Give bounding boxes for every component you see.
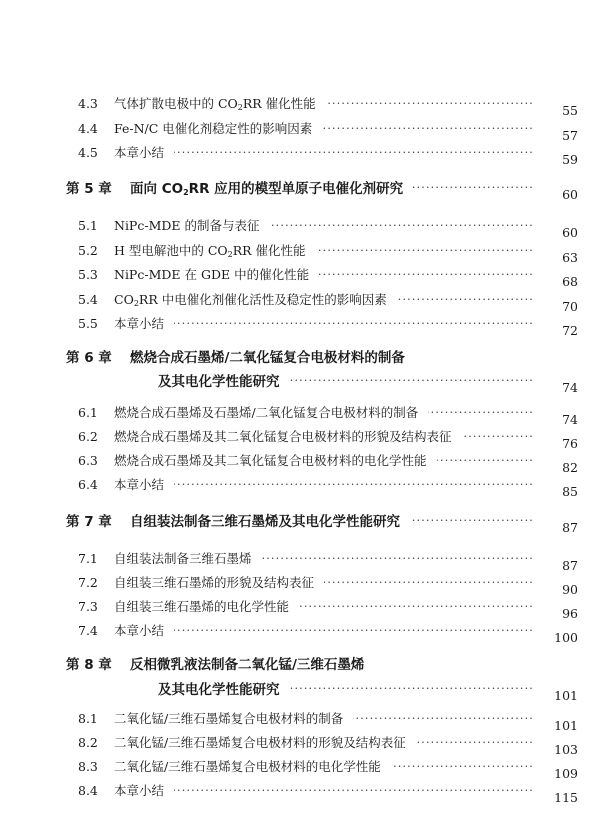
entry-title-text: 燃烧合成石墨烯及其二氧化锰复合电极材料的形貌及结构表征 [114, 429, 452, 444]
page-number: 115 [554, 790, 578, 805]
section-number: 5.2 [78, 242, 98, 258]
chapter-number: 第 6 章 [66, 350, 112, 366]
page-number: 70 [562, 299, 578, 314]
page-number: 72 [562, 323, 578, 338]
entry-title [114, 427, 452, 445]
entry-title-text: 面向 CO [130, 181, 184, 197]
entry-title [114, 241, 306, 259]
dot-leader [174, 619, 534, 641]
dot-leader [290, 677, 535, 699]
section-number: 6.4 [78, 476, 98, 492]
entry-title-text: 本章小结 [114, 623, 165, 638]
page-number: 82 [562, 460, 578, 475]
toc-section-entry[interactable] [0, 619, 614, 645]
page-number: 74 [562, 412, 578, 427]
entry-title-text: 燃烧合成石墨烯及石墨烯/二氧化锰复合电极材料的制备 [114, 405, 419, 420]
section-number: 7.2 [78, 574, 98, 590]
entry-title-text: 本章小结 [114, 316, 165, 331]
toc-section-entry[interactable] [0, 755, 614, 781]
entry-title [130, 177, 403, 197]
page-number: 76 [562, 436, 578, 451]
toc-section-entry[interactable] [0, 731, 614, 757]
entry-title [130, 653, 364, 673]
entry-title [114, 143, 164, 161]
entry-title [114, 119, 312, 137]
entry-title [114, 94, 316, 112]
section-number: 4.5 [78, 144, 98, 160]
dot-leader [353, 707, 534, 729]
chapter-number: 第 5 章 [66, 181, 112, 197]
toc-section-entry[interactable] [0, 571, 614, 597]
entry-title-text: 气体扩散电极中的 CO [114, 96, 238, 111]
entry-title [114, 265, 309, 283]
section-number: 8.2 [78, 734, 98, 750]
subscript: 2 [237, 103, 243, 112]
section-number: 6.2 [78, 428, 98, 444]
section-number: 6.3 [78, 452, 98, 468]
entry-title-text: H 型电解池中的 CO [114, 243, 228, 258]
dot-leader [322, 117, 534, 139]
dot-leader [316, 239, 534, 261]
entry-title [114, 621, 164, 639]
section-number: 7.4 [78, 622, 98, 638]
dot-leader [299, 595, 534, 617]
section-number: 8.1 [78, 710, 98, 726]
page-number: 100 [554, 630, 578, 645]
entry-title-text-cont: RR 催化性能 [232, 243, 306, 258]
entry-title [158, 678, 280, 698]
entry-title-text: 自组装三维石墨烯的电化学性能 [114, 599, 290, 614]
dot-leader [319, 263, 534, 285]
dot-leader [410, 509, 534, 531]
section-number: 5.5 [78, 315, 98, 331]
toc-section-entry[interactable] [0, 707, 614, 733]
entry-title-text-cont: RR 应用的模型单原子电催化剂研究 [188, 181, 404, 197]
page-number: 60 [562, 187, 578, 202]
toc-section-entry[interactable] [0, 117, 614, 143]
page-number: 87 [562, 520, 578, 535]
entry-title [114, 709, 343, 727]
section-number: 7.3 [78, 598, 98, 614]
entry-title [114, 549, 252, 567]
entry-title-text: 自组装三维石墨烯的形貌及结构表征 [114, 575, 315, 590]
chapter-number: 第 7 章 [66, 514, 112, 530]
entry-title-text: 本章小结 [114, 145, 165, 160]
entry-title [114, 597, 289, 615]
entry-title-text: NiPc-MDE 的制备与表征 [114, 218, 260, 233]
section-number: 5.1 [78, 217, 98, 233]
entry-title [114, 733, 406, 751]
entry-title [130, 510, 400, 530]
subscript: 2 [183, 188, 189, 197]
entry-title [158, 370, 280, 390]
section-number: 4.4 [78, 120, 98, 136]
page-number: 59 [562, 152, 578, 167]
dot-leader [270, 214, 535, 236]
entry-title [114, 475, 164, 493]
entry-title-text: 及其电化学性能研究 [158, 374, 280, 390]
entry-title-text: 二氧化锰/三维石墨烯复合电极材料的制备 [114, 711, 344, 726]
entry-title [130, 346, 405, 366]
toc-chapter-entry[interactable] [0, 345, 614, 367]
page-number: 90 [562, 582, 578, 597]
page-number: 101 [554, 688, 578, 703]
entry-title-text: 反相微乳液法制备二氧化锰/三维石墨烯 [130, 657, 365, 673]
toc-chapter-entry[interactable] [0, 176, 614, 202]
subscript: 2 [227, 250, 233, 259]
toc-section-entry[interactable] [0, 547, 614, 573]
toc-chapter-entry[interactable] [0, 652, 614, 674]
dot-leader [413, 176, 534, 198]
dot-leader [326, 92, 534, 114]
entry-title-text: 自组装法制备三维石墨烯 [114, 551, 252, 566]
toc-section-entry[interactable] [0, 779, 614, 805]
page-number: 55 [562, 103, 578, 118]
entry-title-text: 本章小结 [114, 477, 165, 492]
toc-section-entry[interactable] [0, 214, 614, 240]
section-number: 7.1 [78, 550, 98, 566]
entry-title [114, 216, 260, 234]
dot-leader [324, 571, 534, 593]
dot-leader [391, 755, 534, 777]
toc-section-entry[interactable] [0, 141, 614, 167]
section-number: 5.3 [78, 266, 98, 282]
toc-section-entry[interactable] [0, 401, 614, 427]
dot-leader [462, 425, 534, 447]
entry-title-text: 二氧化锰/三维石墨烯复合电极材料的电化学性能 [114, 759, 381, 774]
section-number: 8.4 [78, 782, 98, 798]
dot-leader [174, 312, 534, 334]
entry-title-text: 燃烧合成石墨烯及其二氧化锰复合电极材料的电化学性能 [114, 453, 427, 468]
page-number: 63 [562, 250, 578, 265]
entry-title-text: NiPc-MDE 在 GDE 中的催化性能 [114, 267, 310, 282]
toc-section-entry[interactable] [0, 92, 614, 118]
toc-section-entry[interactable] [0, 449, 614, 475]
entry-title-text: 燃烧合成石墨烯/二氧化锰复合电极材料的制备 [130, 350, 405, 366]
page-number: 68 [562, 274, 578, 289]
toc-chapter-entry[interactable] [0, 509, 614, 535]
entry-title-text: Fe-N/C 电催化剂稳定性的影响因素 [114, 121, 313, 136]
page-number: 57 [562, 128, 578, 143]
dot-leader [262, 547, 534, 569]
entry-title [114, 290, 387, 308]
page-number: 109 [554, 766, 578, 781]
section-number: 5.4 [78, 291, 98, 307]
toc-section-entry[interactable] [0, 263, 614, 289]
page-number: 103 [554, 742, 578, 757]
page-number: 85 [562, 484, 578, 499]
dot-leader [174, 141, 534, 163]
toc-chapter-entry[interactable] [0, 369, 614, 395]
dot-leader [174, 779, 534, 801]
entry-title-text: 自组装法制备三维石墨烯及其电化学性能研究 [130, 514, 400, 530]
section-number: 4.3 [78, 95, 98, 111]
toc-section-entry[interactable] [0, 473, 614, 499]
chapter-number: 第 8 章 [66, 657, 112, 673]
dot-leader [428, 401, 534, 423]
dot-leader [174, 473, 534, 495]
entry-title-text-cont: RR 催化性能 [242, 96, 316, 111]
entry-title-text: 本章小结 [114, 783, 165, 798]
entry-title [114, 451, 427, 469]
entry-title [114, 781, 164, 799]
toc-section-entry[interactable] [0, 312, 614, 338]
section-number: 6.1 [78, 404, 98, 420]
page-number: 74 [562, 380, 578, 395]
entry-title-text: 二氧化锰/三维石墨烯复合电极材料的形貌及结构表征 [114, 735, 406, 750]
page-number: 101 [554, 718, 578, 733]
toc-chapter-entry[interactable] [0, 677, 614, 703]
entry-title [114, 757, 381, 775]
dot-leader [290, 369, 535, 391]
toc-section-entry[interactable] [0, 425, 614, 451]
entry-title-text-cont: RR 中电催化剂催化活性及稳定性的影响因素 [138, 292, 387, 307]
page-number: 87 [562, 558, 578, 573]
entry-title [114, 403, 418, 421]
dot-leader [397, 288, 534, 310]
toc-section-entry[interactable] [0, 595, 614, 621]
entry-title [114, 314, 164, 332]
page-number: 60 [562, 225, 578, 240]
toc-section-entry[interactable] [0, 288, 614, 314]
section-number: 8.3 [78, 758, 98, 774]
entry-title-text: 及其电化学性能研究 [158, 682, 280, 698]
subscript: 2 [133, 299, 139, 308]
toc-section-entry[interactable] [0, 239, 614, 265]
page-number: 96 [562, 606, 578, 621]
dot-leader [416, 731, 534, 753]
dot-leader [437, 449, 534, 471]
entry-title-text: CO [114, 292, 134, 307]
entry-title [114, 573, 314, 591]
